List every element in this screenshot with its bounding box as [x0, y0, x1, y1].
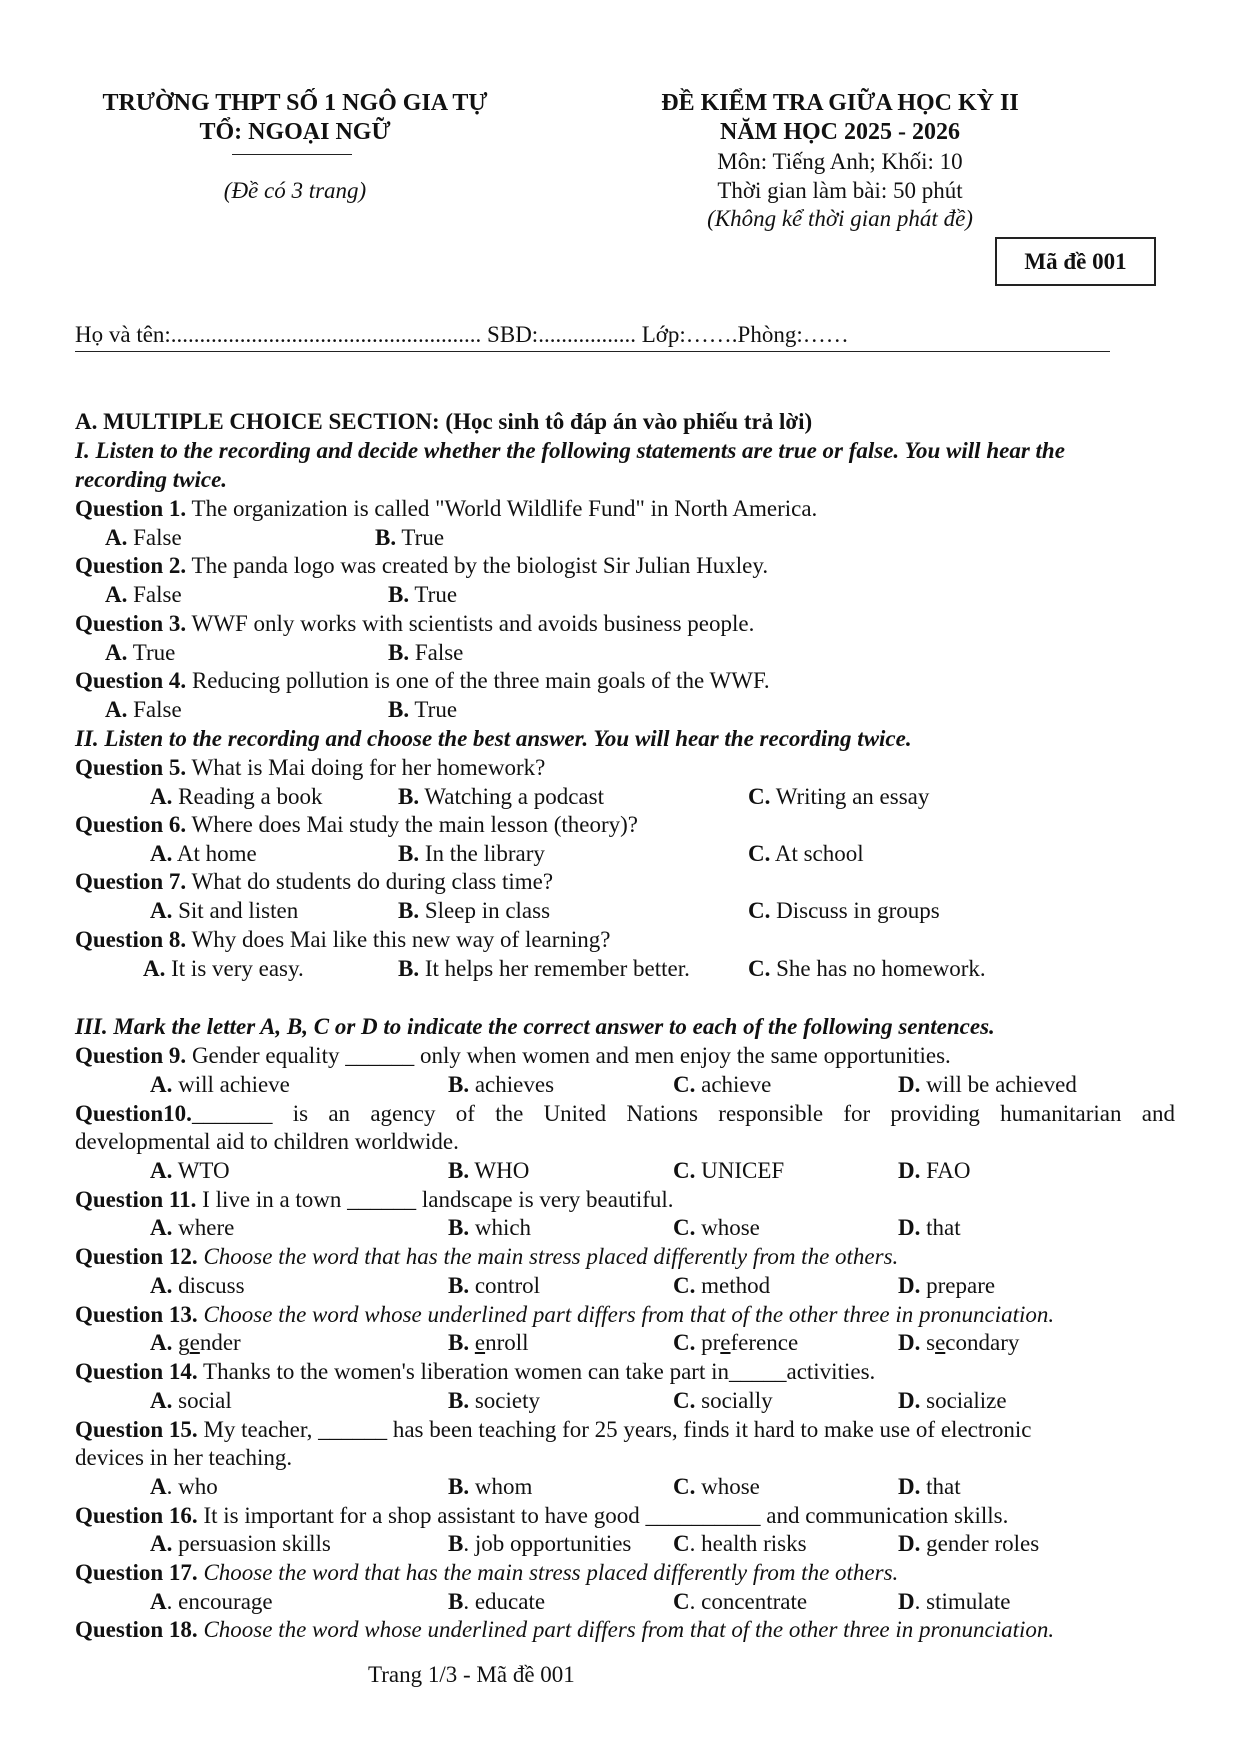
q13-option-a[interactable]: A. gender	[150, 1330, 241, 1355]
department-name: TỔ: NGOẠI NGỮ	[199, 119, 391, 145]
q17-option-b[interactable]: B. educate	[448, 1589, 546, 1614]
q15-option-c[interactable]: C. whose	[673, 1474, 760, 1499]
exam-title: ĐỀ KIỂM TRA GIỮA HỌC KỲ II	[661, 90, 1019, 116]
q11-option-b[interactable]: B. which	[448, 1215, 532, 1240]
q16-option-b[interactable]: B. job opportunities	[448, 1531, 632, 1556]
school-name: TRƯỜNG THPT SỐ 1 NGÔ GIA TỰ	[102, 90, 488, 116]
question-10: Question10._______ is an agency of the United Nations responsible for providing humanitarian and	[75, 1101, 1175, 1126]
question-8: Question 8. Why does Mai like this new way of learning?	[75, 927, 611, 952]
q11-option-c[interactable]: C. whose	[673, 1215, 760, 1240]
question-3: Question 3. WWF only works with scientists and avoids business people.	[75, 611, 755, 636]
q17-option-a[interactable]: A. encourage	[150, 1589, 273, 1614]
q10-option-c[interactable]: C. UNICEF	[673, 1158, 785, 1183]
q9-option-a[interactable]: A. will achieve	[150, 1072, 290, 1097]
q12-option-c[interactable]: C. method	[673, 1273, 771, 1298]
q15-option-b[interactable]: B. whom	[448, 1474, 533, 1499]
q2-option-a[interactable]: A. False	[105, 582, 182, 607]
exam-code-box: Mã đề 001	[995, 237, 1156, 286]
subject: Môn: Tiếng Anh; Khối: 10	[717, 149, 963, 174]
school-year: NĂM HỌC 2025 - 2026	[720, 119, 960, 145]
q12-option-d[interactable]: D. prepare	[898, 1273, 996, 1298]
q17-option-d[interactable]: D. stimulate	[898, 1589, 1011, 1614]
question-13: Question 13. Choose the word whose underlined part differs from that of the other three in pronunciation.	[75, 1302, 1055, 1327]
q4-option-a[interactable]: A. False	[105, 697, 182, 722]
student-info-line: Họ và tên:...................................................... SBD:................. Lớp:…….Phòng:……	[75, 322, 849, 347]
q10-option-b[interactable]: B. WHO	[448, 1158, 530, 1183]
q5-option-b[interactable]: B. Watching a podcast	[398, 784, 604, 809]
q6-option-c[interactable]: C. At school	[748, 841, 864, 866]
q1-option-a[interactable]: A. False	[105, 525, 182, 550]
q15-option-a[interactable]: A. who	[150, 1474, 218, 1499]
q8-option-c[interactable]: C. She has no homework.	[748, 956, 986, 981]
q2-option-b[interactable]: B. True	[388, 582, 458, 607]
q14-option-c[interactable]: C. socially	[673, 1388, 773, 1413]
question-4: Question 4. Reducing pollution is one of the three main goals of the WWF.	[75, 668, 770, 693]
part1-instruction: I. Listen to the recording and decide whether the following statements are true or false. You will hear the	[75, 438, 1065, 463]
q16-option-c[interactable]: C. health risks	[673, 1531, 807, 1556]
student-info-underline	[75, 351, 1110, 352]
q7-option-a[interactable]: A. Sit and listen	[150, 898, 299, 923]
q7-option-b[interactable]: B. Sleep in class	[398, 898, 551, 923]
q4-option-b[interactable]: B. True	[388, 697, 458, 722]
q9-option-d[interactable]: D. will be achieved	[898, 1072, 1077, 1097]
question-10-cont: developmental aid to children worldwide.	[75, 1129, 459, 1154]
duration: Thời gian làm bài: 50 phút	[717, 178, 963, 203]
question-17: Question 17. Choose the word that has the main stress placed differently from the others.	[75, 1560, 899, 1585]
part1-instruction-cont: recording twice.	[75, 467, 228, 492]
q9-option-b[interactable]: B. achieves	[448, 1072, 555, 1097]
q15-option-d[interactable]: D. that	[898, 1474, 961, 1499]
q8-option-a[interactable]: A. It is very easy.	[143, 956, 304, 981]
question-14: Question 14. Thanks to the women's liberation women can take part in_____activities.	[75, 1359, 876, 1384]
question-15-cont: devices in her teaching.	[75, 1445, 293, 1470]
question-18: Question 18. Choose the word whose underlined part differs from that of the other three in pronunciation.	[75, 1617, 1055, 1642]
header-divider	[232, 154, 352, 155]
part3-instruction: III. Mark the letter A, B, C or D to indicate the correct answer to each of the following sentences.	[75, 1014, 995, 1039]
question-16: Question 16. It is important for a shop assistant to have good __________ and communication skills.	[75, 1503, 1009, 1528]
part2-instruction: II. Listen to the recording and choose the best answer. You will hear the recording twice.	[75, 726, 912, 751]
question-15: Question 15. My teacher, ______ has been teaching for 25 years, finds it hard to make use of electronic	[75, 1417, 1032, 1442]
question-7: Question 7. What do students do during class time?	[75, 869, 554, 894]
question-6: Question 6. Where does Mai study the main lesson (theory)?	[75, 812, 638, 837]
q8-option-b[interactable]: B. It helps her remember better.	[398, 956, 690, 981]
q6-option-a[interactable]: A. At home	[150, 841, 257, 866]
q7-option-c[interactable]: C. Discuss in groups	[748, 898, 940, 923]
q17-option-c[interactable]: C. concentrate	[673, 1589, 808, 1614]
section-a-title: A. MULTIPLE CHOICE SECTION: (Học sinh tô đáp án vào phiếu trả lời)	[75, 409, 813, 434]
q10-option-d[interactable]: D. FAO	[898, 1158, 971, 1183]
q13-option-c[interactable]: C. preference	[673, 1330, 799, 1355]
q12-option-a[interactable]: A. discuss	[150, 1273, 245, 1298]
q16-option-d[interactable]: D. gender roles	[898, 1531, 1040, 1556]
q14-option-a[interactable]: A. social	[150, 1388, 232, 1413]
q12-option-b[interactable]: B. control	[448, 1273, 540, 1298]
q9-option-c[interactable]: C. achieve	[673, 1072, 772, 1097]
duration-note: (Không kể thời gian phát đề)	[707, 206, 973, 231]
q11-option-a[interactable]: A. where	[150, 1215, 235, 1240]
q14-option-b[interactable]: B. society	[448, 1388, 540, 1413]
page-footer: Trang 1/3 - Mã đề 001	[368, 1662, 575, 1687]
q14-option-d[interactable]: D. socialize	[898, 1388, 1007, 1413]
question-5: Question 5. What is Mai doing for her homework?	[75, 755, 546, 780]
question-2: Question 2. The panda logo was created by the biologist Sir Julian Huxley.	[75, 553, 769, 578]
question-12: Question 12. Choose the word that has the main stress placed differently from the others.	[75, 1244, 899, 1269]
question-1: Question 1. The organization is called "World Wildlife Fund" in North America.	[75, 496, 818, 521]
pages-note: (Đề có 3 trang)	[223, 178, 367, 203]
q5-option-c[interactable]: C. Writing an essay	[748, 784, 930, 809]
question-11: Question 11. I live in a town ______ landscape is very beautiful.	[75, 1187, 674, 1212]
q5-option-a[interactable]: A. Reading a book	[150, 784, 323, 809]
q1-option-b[interactable]: B. True	[375, 525, 445, 550]
q11-option-d[interactable]: D. that	[898, 1215, 961, 1240]
q3-option-b[interactable]: B. False	[388, 640, 464, 665]
q6-option-b[interactable]: B. In the library	[398, 841, 545, 866]
q3-option-a[interactable]: A. True	[105, 640, 176, 665]
question-9: Question 9. Gender equality ______ only when women and men enjoy the same opportunities.	[75, 1043, 951, 1068]
q16-option-a[interactable]: A. persuasion skills	[150, 1531, 331, 1556]
q13-option-b[interactable]: B. enroll	[448, 1330, 529, 1355]
q10-option-a[interactable]: A. WTO	[150, 1158, 230, 1183]
q13-option-d[interactable]: D. secondary	[898, 1330, 1020, 1355]
